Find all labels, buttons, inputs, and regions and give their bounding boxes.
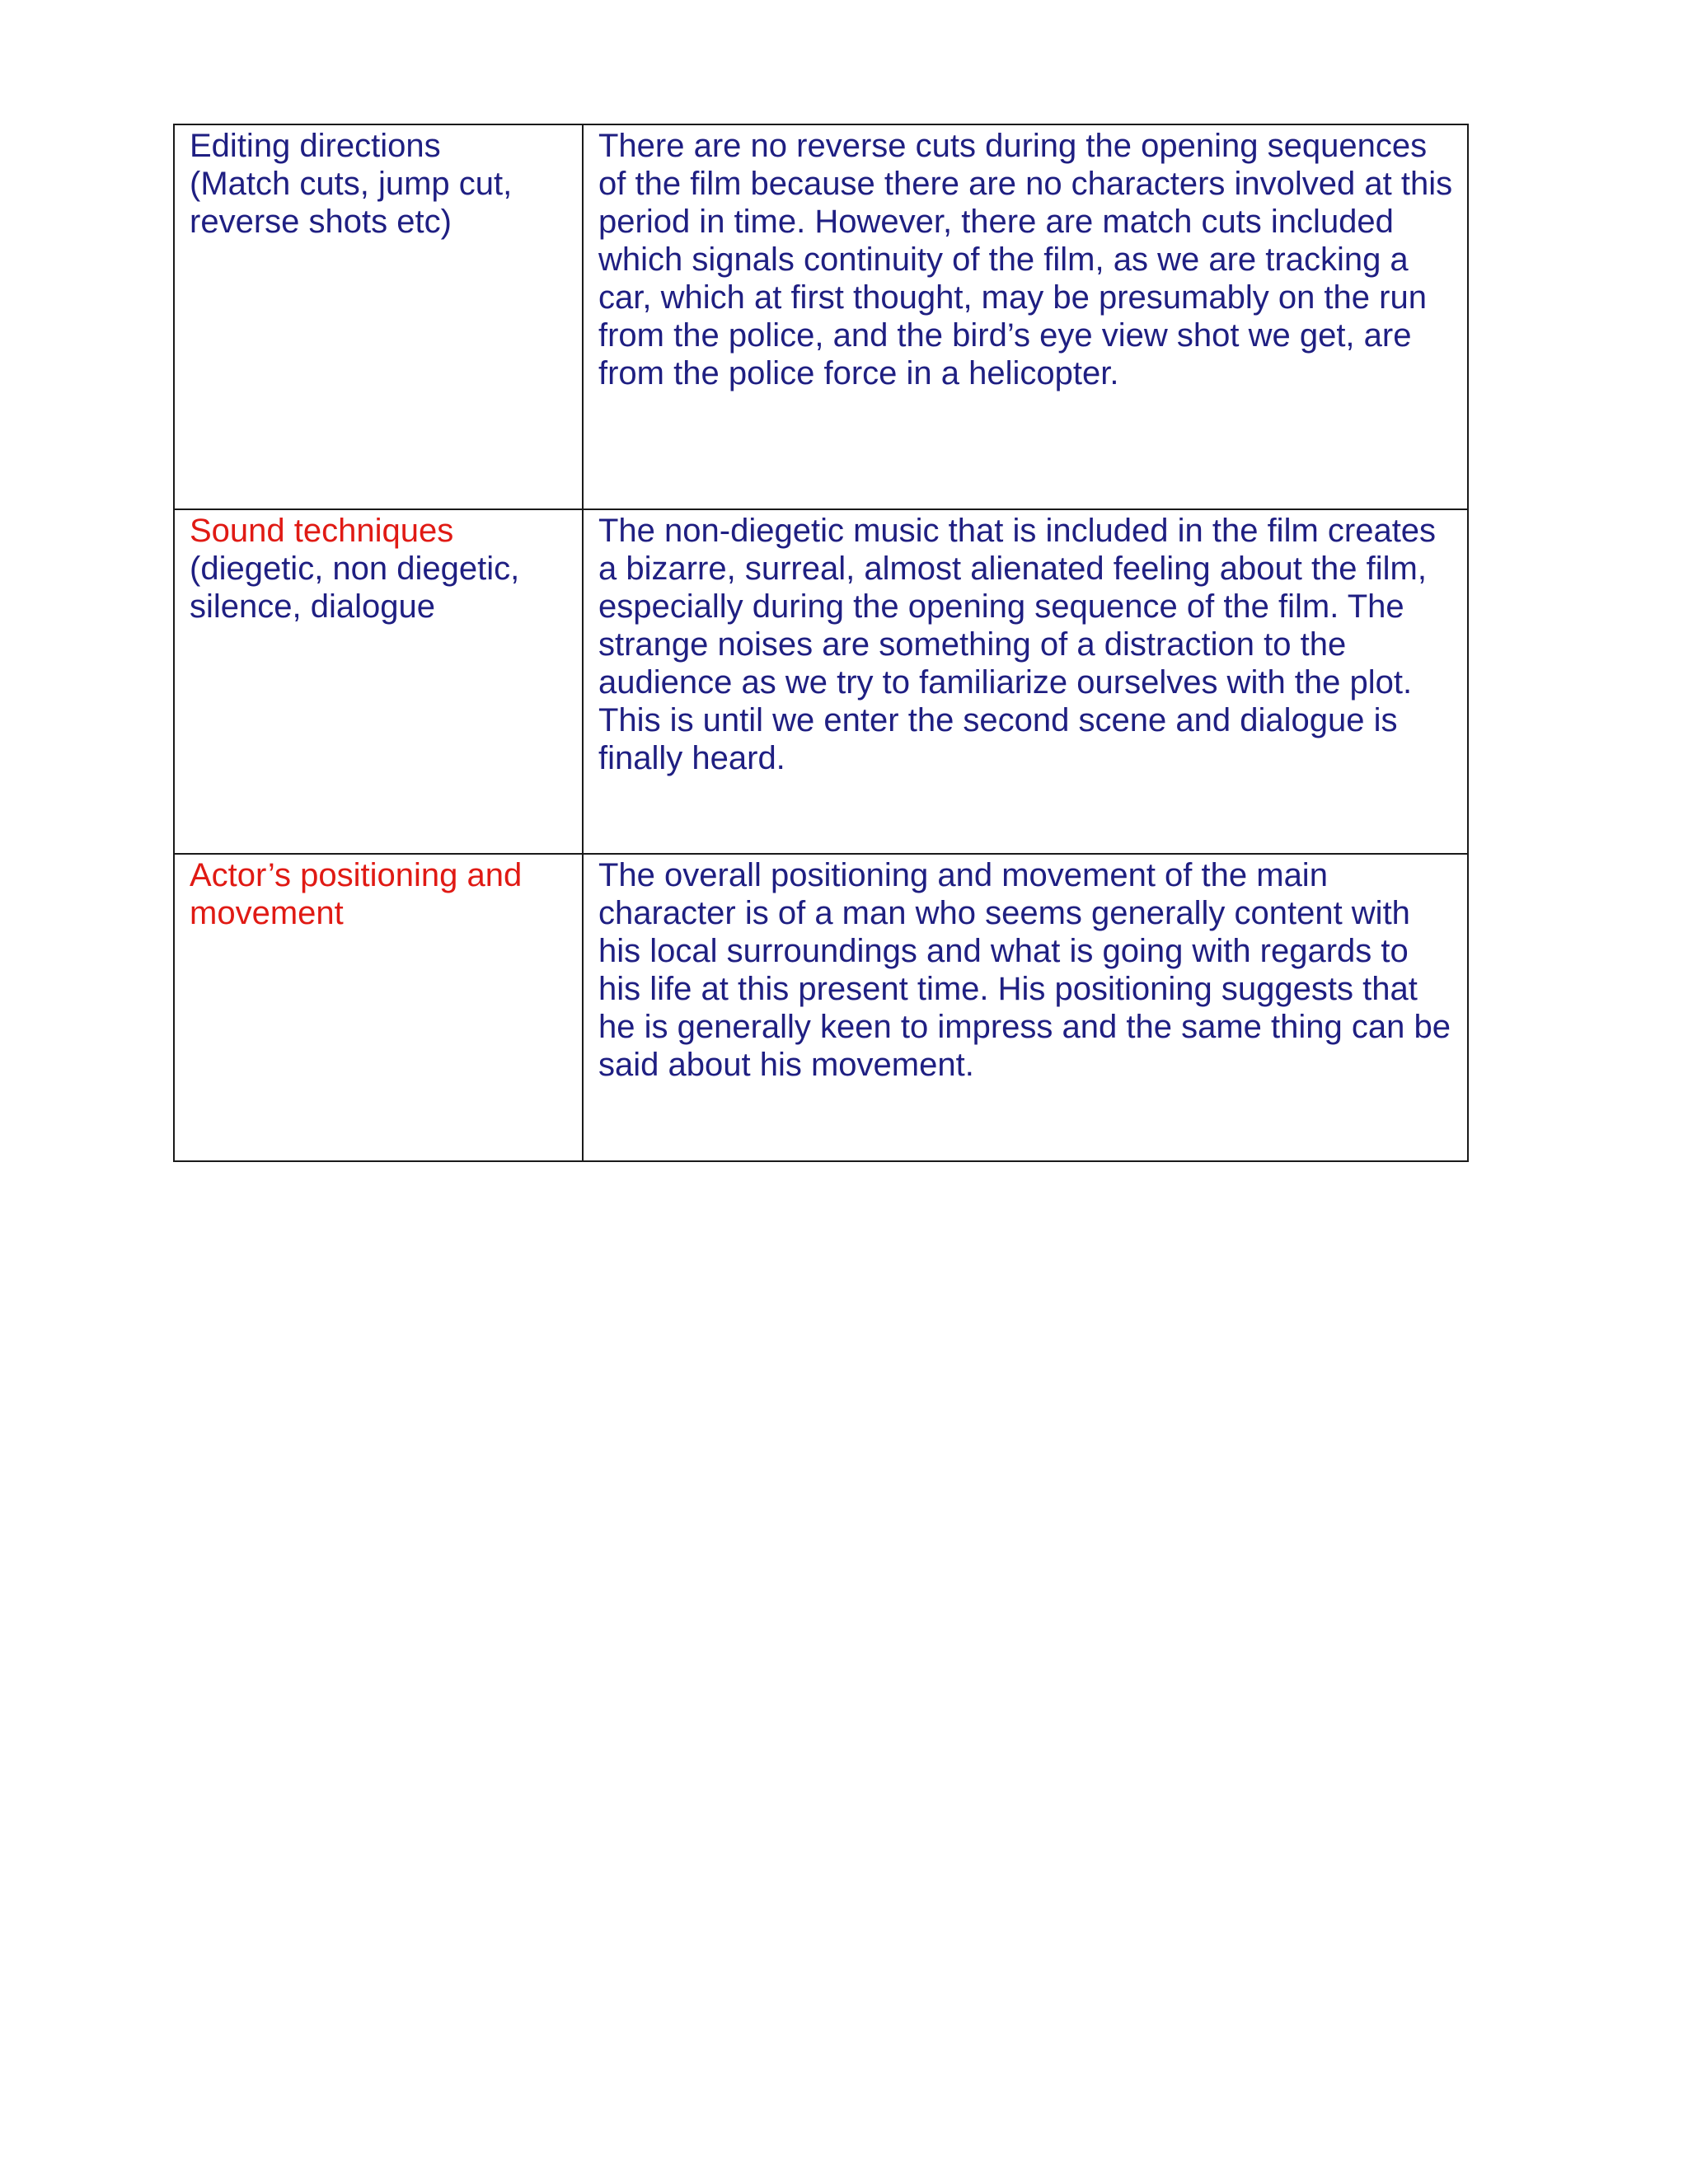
description-cell-editing-directions — [583, 124, 1468, 509]
description-text: The non-diegetic music that is included in the film creates a bizarre, surreal, almost alienated feeling about the film, especially during the opening sequence of the film. The strange noises are something of a distraction to the audience as we try to familiarize ourselves with the plot. This is until we enter the second scene and dialogue is finally heard. — [598, 513, 1437, 776]
film-analysis-table — [173, 124, 1469, 1162]
label-title: Actor’s positioning and movement — [190, 857, 523, 931]
table-row-sound-techniques — [174, 509, 1468, 854]
description-cell-sound-techniques — [583, 509, 1468, 854]
label-subtitle: (Match cuts, jump cut, reverse shots etc) — [190, 166, 513, 240]
label-title: Sound techniques — [190, 513, 454, 549]
label-cell-sound-techniques — [174, 509, 583, 854]
label-cell-editing-directions — [174, 124, 583, 509]
label-title: Editing directions — [190, 128, 441, 164]
description-text: The overall positioning and movement of the main character is of a man who seems generally content with his local surroundings and what is going with regards to his life at this present time. His positioning suggests that he is generally keen to impress and the same thing can be said about his movement. — [598, 857, 1451, 1083]
label-cell-actor-positioning — [174, 854, 583, 1161]
table-row-editing-directions — [174, 124, 1468, 509]
description-text: There are no reverse cuts during the opening sequences of the film because there are no characters involved at this period in time. However, there are match cuts included which signals continuity of the film, as we are tracking a car, which at first thought, may be presumably on the run from the police, and the bird’s eye view shot we get, are from the police force in a helicopter. — [598, 128, 1453, 391]
description-cell-actor-positioning — [583, 854, 1468, 1161]
label-subtitle: (diegetic, non diegetic, silence, dialogue — [190, 551, 520, 625]
table-row-actor-positioning — [174, 854, 1468, 1161]
